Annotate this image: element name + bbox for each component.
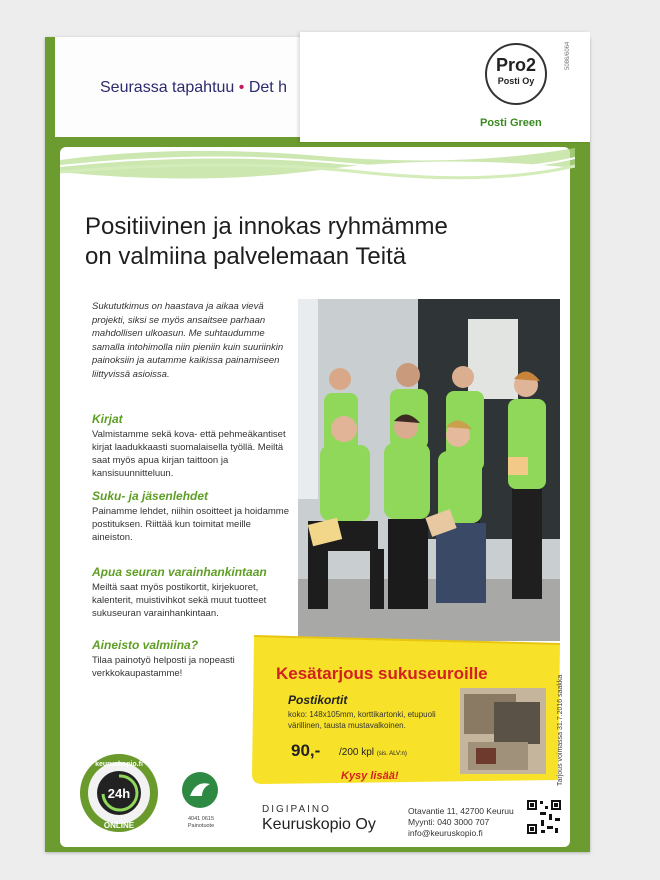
intro-paragraph: Sukututkimus on haastava ja aikaa vievä projekti, siksi se myös ansaitsee parhaan mahdollisen ulkoasun. Me suhtaudumme samalla intohimolla niin pieniin kuin suuriinkin painoksiin ja autamme kaikissa painamiseen liittyvissä asioissa. <box>92 301 284 380</box>
person <box>384 414 430 609</box>
section-text: Tilaa painotyö helposti ja nopeasti verkkokaupastamme! <box>92 655 235 679</box>
contact-phone: Myynti: 040 3000 707 <box>408 817 490 827</box>
bullet-dot: • <box>238 79 249 96</box>
contact-email: info@keuruskopio.fi <box>408 828 483 838</box>
posti-green-label: Posti Green <box>480 117 542 129</box>
swan-caption-line-1: 4041 0615 <box>188 816 214 822</box>
serial-number: 5086/6064 <box>565 41 571 70</box>
pro2-badge-icon <box>485 43 547 105</box>
offer-description: koko: 148x105mm, korttikartonki, etupuoli värillinen, tausta mustavalkoinen. <box>288 710 436 730</box>
price-unit: /200 kpl <box>339 747 375 758</box>
section-title: Apua seuran varainhankintaan <box>92 565 267 579</box>
company-name: Keuruskopio Oy <box>262 816 376 833</box>
section-title: Kirjat <box>92 412 123 426</box>
headline-line-1: Positiivinen ja innokas ryhmämme <box>85 213 448 240</box>
badge-small: Posti Oy <box>497 76 535 86</box>
mailer-title <box>100 79 287 97</box>
company-label: DIGIPAINO <box>262 804 331 815</box>
headline-line-2: on valmiina palvelemaan Teitä <box>85 243 407 270</box>
team-photo <box>298 299 560 641</box>
decorative-wave <box>60 142 575 190</box>
offer-validity: Tarjous voimassa 31.7.2016 saakka <box>557 674 564 786</box>
badge-bottom-text: ONLINE <box>103 821 135 830</box>
contact-address: Otavantie 11, 42700 Keuruu <box>408 806 514 816</box>
offer-price-unit <box>339 747 407 758</box>
offer-cta: Kysy lisää! <box>341 770 399 782</box>
badge-mid-text: 24h <box>107 786 131 801</box>
offer-product: Postikortit <box>288 693 348 707</box>
mailer-title-right: Det h <box>248 79 288 96</box>
postcard-sample-image <box>460 688 546 774</box>
price-vat: (sis. ALV:n) <box>376 751 407 757</box>
online-24h-badge-icon <box>78 752 160 834</box>
offer-price: 90,- <box>291 741 321 760</box>
badge-top-text: keuruskopio.fi <box>95 761 143 768</box>
swan-ecolabel-icon <box>180 770 220 810</box>
person <box>508 371 546 599</box>
headline <box>85 212 448 272</box>
section-magazines <box>92 489 292 544</box>
section-fundraising <box>92 565 292 620</box>
mailer-title-left: Seurassa tapahtuu <box>100 79 235 96</box>
section-title: Suku- ja jäsenlehdet <box>92 489 209 503</box>
team-photo-illustration <box>298 299 560 641</box>
section-title: Aineisto valmiina? <box>92 638 199 652</box>
swan-caption-line-2: Painotuote <box>187 823 215 829</box>
qr-code-icon <box>525 798 563 836</box>
section-online-order <box>92 638 252 680</box>
section-text: Painamme lehdet, niihin osoitteet ja hoidamme postituksen. Riittää kun toimitat meille aineiston. <box>92 506 289 543</box>
badge-big: Pro2 <box>495 55 537 75</box>
swan-caption <box>176 816 226 830</box>
section-books <box>92 412 292 480</box>
offer-title: Kesätarjous sukuseuroille <box>276 664 488 683</box>
section-text: Valmistamme sekä kova- että pehmeäkantiset kirjat laadukkaasti suomalaisella työllä. Meiltä saat myös apua kirjan taittoon ja kansisuunnitteluun. <box>92 429 286 479</box>
section-text: Meiltä saat myös postikortit, kirjekuoret, kalenterit, muistivihkot sekä muut tuotteet sukuseuran varainhankintaan. <box>92 582 267 619</box>
mailer-flap <box>300 32 590 142</box>
contact-info <box>408 806 514 839</box>
